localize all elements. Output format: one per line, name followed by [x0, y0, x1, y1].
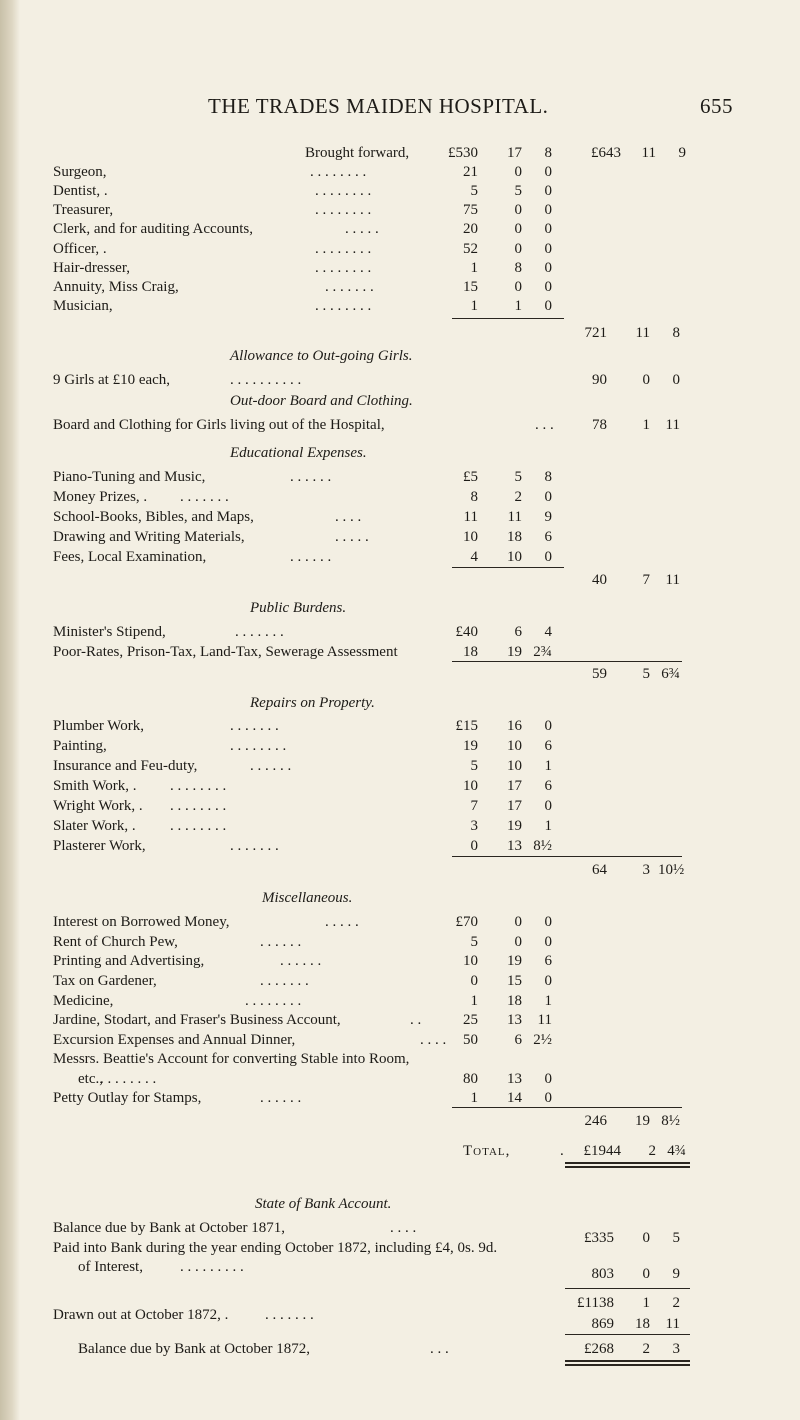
repairs-row-0-leader-dots: . . . . . . .	[230, 718, 279, 734]
educational-row-1-amount-pounds: 8	[470, 489, 478, 505]
bank-heading: State of Bank Account.	[255, 1196, 392, 1212]
repairs-row-3-amount-shillings: 17	[507, 778, 522, 794]
repairs-row-3-amount-pence: 6	[544, 778, 552, 794]
public-row-0-amount-pence: 4	[544, 624, 552, 640]
repairs-row-1-amount-pounds: 19	[463, 738, 478, 754]
outdoor-row-amount-shillings: 1	[642, 417, 650, 433]
salary-row-3-leader-dots: . . . . .	[345, 221, 379, 237]
brought-forward-col1-pence: 8	[544, 145, 552, 161]
bank-paid-in-amount-row	[0, 1264, 800, 1284]
educational-row-3-leader-dots: . . . . .	[335, 529, 369, 545]
salaries-total-row-amount-pence: 8	[672, 325, 680, 341]
salary-row-4-amount-shillings: 0	[514, 241, 522, 257]
salary-row-6-leader-dots: . . . . . . .	[325, 279, 374, 295]
educational-row-0-amount-pence: 8	[544, 469, 552, 485]
educational-row-4-amount-pence: 0	[544, 549, 552, 565]
repairs-row-6-label: Plasterer Work,	[53, 838, 146, 854]
outdoor-row-leader-dots: . . .	[535, 417, 554, 433]
misc-row-9-leader-dots: . . . . . .	[260, 1090, 302, 1106]
allowance-row-leader-dots: . . . . . . . . . .	[230, 372, 302, 388]
brought-forward-col2-pence: 9	[678, 145, 686, 161]
salary-row-5	[0, 258, 800, 278]
page-number: 655	[700, 94, 733, 118]
educational-total-row-amount-pounds: 40	[592, 572, 607, 588]
misc-row-7-label: Messrs. Beattie's Account for converting Stable into Room,	[53, 1051, 410, 1067]
misc-row-0-label: Interest on Borrowed Money,	[53, 914, 230, 930]
public-total-row-amount-pounds: 59	[592, 666, 607, 682]
salary-row-5-amount-shillings: 8	[514, 260, 522, 276]
salary-row-1	[0, 181, 800, 201]
educational-total-row	[0, 570, 800, 590]
misc-row-4-label: Medicine,	[53, 993, 114, 1009]
salary-row-7-label: Musician,	[53, 298, 113, 314]
repairs-row-4-amount-pence: 0	[544, 798, 552, 814]
outdoor-row	[0, 415, 800, 435]
bank-paid-in-row-2-leader-dots: . . . . . . . . .	[180, 1259, 244, 1275]
grand-total-rule-2	[565, 1166, 690, 1168]
misc-row-8-label: etc.,	[78, 1071, 103, 1087]
repairs-row-3-leader-dots: . . . . . . . .	[170, 778, 227, 794]
misc-row-9-label: Petty Outlay for Stamps,	[53, 1090, 202, 1106]
bank-subtotal-row-amount-shillings: 1	[642, 1295, 650, 1311]
misc-row-6	[0, 1030, 800, 1050]
salary-row-2-amount-pounds: 75	[463, 202, 478, 218]
repairs-row-6-amount-pounds: 0	[470, 838, 478, 854]
salary-row-1-label: Dentist, .	[53, 183, 108, 199]
educational-row-2-label: School-Books, Bibles, and Maps,	[53, 509, 254, 525]
salary-row-2-amount-shillings: 0	[514, 202, 522, 218]
bank-drawn-amount-row	[0, 1314, 800, 1334]
educational-heading: Educational Expenses.	[230, 445, 367, 461]
repairs-row-2	[0, 756, 800, 776]
bank-drawn-amount-row-amount-pounds: 869	[591, 1316, 614, 1332]
brought-forward-col2-row	[0, 143, 800, 163]
educational-row-3-amount-pounds: 10	[463, 529, 478, 545]
misc-row-9	[0, 1088, 800, 1108]
misc-row-9-amount-shillings: 14	[507, 1090, 522, 1106]
misc-row-4-amount-pounds: 1	[470, 993, 478, 1009]
repairs-row-5	[0, 816, 800, 836]
misc-row-2-amount-pence: 6	[544, 953, 552, 969]
bank-drawn-rule	[565, 1334, 690, 1335]
bank-drawn-row-leader-dots: . . . . . . .	[265, 1307, 314, 1323]
misc-row-9-amount-pence: 0	[544, 1090, 552, 1106]
misc-row-3-amount-pence: 0	[544, 973, 552, 989]
repairs-row-1-leader-dots: . . . . . . . .	[230, 738, 287, 754]
salary-row-4-amount-pence: 0	[544, 241, 552, 257]
salary-row-5-amount-pence: 0	[544, 260, 552, 276]
salary-row-0-amount-pounds: 21	[463, 164, 478, 180]
repairs-heading: Repairs on Property.	[250, 695, 375, 711]
bank-balance-1871-row-leader-dots: . . . .	[390, 1220, 417, 1236]
public-total-row-amount-pence: 6¾	[661, 666, 680, 682]
public-row-0	[0, 622, 800, 642]
educational-row-3-amount-pence: 6	[544, 529, 552, 545]
misc-row-2-amount-shillings: 19	[507, 953, 522, 969]
repairs-row-1-amount-pence: 6	[544, 738, 552, 754]
misc-row-6-amount-pounds: 50	[463, 1032, 478, 1048]
educational-row-2	[0, 507, 800, 527]
misc-row-0-amount-pence: 0	[544, 914, 552, 930]
salary-row-2-amount-pence: 0	[544, 202, 552, 218]
repairs-row-2-leader-dots: . . . . . .	[250, 758, 292, 774]
misc-row-1-leader-dots: . . . . . .	[260, 934, 302, 950]
outdoor-row-amount-pence: 11	[665, 417, 680, 433]
educational-row-2-leader-dots: . . . .	[335, 509, 362, 525]
salary-row-4	[0, 239, 800, 259]
misc-row-6-label: Excursion Expenses and Annual Dinner,	[53, 1032, 296, 1048]
repairs-row-3	[0, 776, 800, 796]
bank-balance-1872-row	[0, 1339, 800, 1359]
salary-row-1-amount-shillings: 5	[514, 183, 522, 199]
salaries-total-row	[0, 323, 800, 343]
public-row-1-amount-pounds: 18	[463, 644, 478, 660]
educational-row-3-amount-shillings: 18	[507, 529, 522, 545]
misc-row-2-leader-dots: . . . . . .	[280, 953, 322, 969]
educational-row-3-label: Drawing and Writing Materials,	[53, 529, 245, 545]
educational-row-0-amount-pounds: £5	[463, 469, 478, 485]
salary-row-6	[0, 277, 800, 297]
repairs-row-6	[0, 836, 800, 856]
educational-row-2-amount-shillings: 11	[507, 509, 522, 525]
repairs-row-4-leader-dots: . . . . . . . .	[170, 798, 227, 814]
repairs-row-0	[0, 716, 800, 736]
public-row-1-amount-pence: 2¾	[533, 644, 552, 660]
outdoor-heading: Out-door Board and Clothing.	[230, 393, 413, 409]
salary-row-2-leader-dots: . . . . . . . .	[315, 202, 372, 218]
misc-row-0-amount-shillings: 0	[514, 914, 522, 930]
misc-row-2-label: Printing and Advertising,	[53, 953, 205, 969]
educational-row-4-leader-dots: . . . . . .	[290, 549, 332, 565]
misc-row-3	[0, 971, 800, 991]
repairs-row-4-label: Wright Work, .	[53, 798, 143, 814]
misc-row-2-amount-pounds: 10	[463, 953, 478, 969]
salary-row-6-amount-pence: 0	[544, 279, 552, 295]
bank-balance-1871-amount-row-amount-pounds: £335	[584, 1230, 614, 1246]
bank-balance-1871-row-label: Balance due by Bank at October 1871,	[53, 1220, 286, 1236]
educational-row-0-leader-dots: . . . . . .	[290, 469, 332, 485]
repairs-row-2-label: Insurance and Feu-duty,	[53, 758, 198, 774]
salary-row-3-amount-shillings: 0	[514, 221, 522, 237]
salaries-rule	[452, 318, 564, 319]
public-row-0-amount-shillings: 6	[514, 624, 522, 640]
bank-paid-in-row-2-label: of Interest,	[78, 1259, 143, 1275]
educational-row-1-amount-pence: 0	[544, 489, 552, 505]
repairs-row-6-leader-dots: . . . . . . .	[230, 838, 279, 854]
bank-balance-1872-row-amount-pounds: £268	[584, 1341, 614, 1357]
salary-row-4-leader-dots: . . . . . . . .	[315, 241, 372, 257]
allowance-heading: Allowance to Out-going Girls.	[230, 348, 413, 364]
repairs-total-row	[0, 860, 800, 880]
bank-drawn-row-label: Drawn out at October 1872, .	[53, 1307, 229, 1323]
repairs-total-row-amount-shillings: 3	[642, 862, 650, 878]
bank-balance-1871-amount-row-amount-shillings: 0	[642, 1230, 650, 1246]
misc-row-1-label: Rent of Church Pew,	[53, 934, 178, 950]
public-row-1-amount-shillings: 19	[507, 644, 522, 660]
salary-row-0-amount-shillings: 0	[514, 164, 522, 180]
salaries-total-row-amount-pounds: 721	[584, 325, 607, 341]
salary-row-4-label: Officer, .	[53, 241, 107, 257]
salary-row-3-amount-pounds: 20	[463, 221, 478, 237]
educational-row-1-amount-shillings: 2	[514, 489, 522, 505]
misc-row-3-leader-dots: . . . . . . .	[260, 973, 309, 989]
salary-row-3-label: Clerk, and for auditing Accounts,	[53, 221, 253, 237]
allowance-row-amount-pounds: 90	[592, 372, 607, 388]
repairs-row-2-amount-pence: 1	[544, 758, 552, 774]
bank-balance-1872-row-leader-dots: . . .	[430, 1341, 449, 1357]
repairs-row-3-label: Smith Work, .	[53, 778, 137, 794]
educational-row-0	[0, 467, 800, 487]
repairs-row-0-label: Plumber Work,	[53, 718, 145, 734]
salaries-total-row-amount-shillings: 11	[635, 325, 650, 341]
repairs-row-5-amount-pounds: 3	[470, 818, 478, 834]
salary-row-6-label: Annuity, Miss Craig,	[53, 279, 179, 295]
educational-row-4-amount-shillings: 10	[507, 549, 522, 565]
outdoor-row-amount-pounds: 78	[592, 417, 607, 433]
salary-row-6-amount-pounds: 15	[463, 279, 478, 295]
bank-drawn-amount-row-amount-pence: 11	[665, 1316, 680, 1332]
misc-row-4-amount-shillings: 18	[507, 993, 522, 1009]
educational-row-4	[0, 547, 800, 567]
misc-row-7	[0, 1049, 800, 1069]
bank-balance-1871-amount-row-amount-pence: 5	[672, 1230, 680, 1246]
repairs-row-0-amount-pence: 0	[544, 718, 552, 734]
repairs-row-5-amount-pence: 1	[544, 818, 552, 834]
salary-row-3	[0, 219, 800, 239]
misc-row-4-amount-pence: 1	[544, 993, 552, 1009]
misc-row-4-leader-dots: . . . . . . . .	[245, 993, 302, 1009]
educational-rule	[452, 567, 564, 568]
public-row-1-label: Poor-Rates, Prison-Tax, Land-Tax, Sewerage Assessment	[53, 644, 398, 660]
misc-total-row-amount-pounds: 246	[584, 1113, 607, 1129]
allowance-row-amount-pence: 0	[672, 372, 680, 388]
salary-row-5-leader-dots: . . . . . . . .	[315, 260, 372, 276]
salary-row-1-amount-pounds: 5	[470, 183, 478, 199]
salary-row-7-amount-pounds: 1	[470, 298, 478, 314]
misc-row-1	[0, 932, 800, 952]
repairs-row-6-amount-shillings: 13	[507, 838, 522, 854]
misc-row-3-label: Tax on Gardener,	[53, 973, 157, 989]
bank-balance-1872-row-amount-pence: 3	[672, 1341, 680, 1357]
allowance-row-amount-shillings: 0	[642, 372, 650, 388]
repairs-row-1	[0, 736, 800, 756]
salary-row-1-amount-pence: 0	[544, 183, 552, 199]
misc-row-5	[0, 1010, 800, 1030]
salary-row-5-amount-pounds: 1	[470, 260, 478, 276]
bank-balance-1872-row-amount-shillings: 2	[642, 1341, 650, 1357]
brought-forward-col2-shillings: 11	[641, 145, 656, 161]
bank-paid-in-amount-row-amount-shillings: 0	[642, 1266, 650, 1282]
misc-row-6-leader-dots: . . . .	[420, 1032, 447, 1048]
educational-total-row-amount-shillings: 7	[642, 572, 650, 588]
bank-paid-in-amount-row-amount-pounds: 803	[591, 1266, 614, 1282]
misc-row-3-amount-shillings: 15	[507, 973, 522, 989]
grand-total-dots: .	[560, 1143, 564, 1159]
repairs-total-row-amount-pounds: 64	[592, 862, 607, 878]
misc-row-5-label: Jardine, Stodart, and Fraser's Business Account,	[53, 1012, 341, 1028]
misc-row-5-amount-pence: 11	[537, 1012, 552, 1028]
repairs-row-2-amount-shillings: 10	[507, 758, 522, 774]
repairs-row-3-amount-pounds: 10	[463, 778, 478, 794]
salary-row-0-label: Surgeon,	[53, 164, 107, 180]
page-title: THE TRADES MAIDEN HOSPITAL.	[208, 94, 549, 118]
allowance-row	[0, 370, 800, 390]
public-total-row-amount-shillings: 5	[642, 666, 650, 682]
misc-row-6-amount-shillings: 6	[514, 1032, 522, 1048]
salary-row-6-amount-shillings: 0	[514, 279, 522, 295]
salary-row-2-label: Treasurer,	[53, 202, 114, 218]
grand-total-pounds: £1944	[583, 1143, 621, 1159]
repairs-row-4-amount-shillings: 17	[507, 798, 522, 814]
misc-row-8	[0, 1069, 800, 1089]
repairs-row-6-amount-pence: 8½	[533, 838, 552, 854]
brought-forward-col1-pounds: £530	[448, 145, 478, 161]
public-row-1	[0, 642, 800, 662]
misc-row-0-leader-dots: . . . . .	[325, 914, 359, 930]
misc-total-row	[0, 1111, 800, 1131]
bank-drawn-amount-row-amount-shillings: 18	[635, 1316, 650, 1332]
bank-paid-in-row-label: Paid into Bank during the year ending October 1872, including £4, 0s. 9d.	[53, 1240, 498, 1256]
salary-row-2	[0, 200, 800, 220]
salary-row-5-label: Hair-dresser,	[53, 260, 130, 276]
public-row-0-label: Minister's Stipend,	[53, 624, 166, 640]
misc-row-1-amount-pence: 0	[544, 934, 552, 950]
salary-row-7-leader-dots: . . . . . . . .	[315, 298, 372, 314]
misc-row-8-amount-pounds: 80	[463, 1071, 478, 1087]
misc-row-8-leader-dots: . . . . . . . .	[100, 1071, 157, 1087]
public-row-0-leader-dots: . . . . . . .	[235, 624, 284, 640]
misc-row-1-amount-shillings: 0	[514, 934, 522, 950]
bank-subtotal-row-amount-pence: 2	[672, 1295, 680, 1311]
grand-total-label: Total,	[463, 1143, 511, 1159]
salary-row-7-amount-pence: 0	[544, 298, 552, 314]
bank-subtotal-row-amount-pounds: £1138	[577, 1295, 614, 1311]
misc-row-2	[0, 951, 800, 971]
misc-row-1-amount-pounds: 5	[470, 934, 478, 950]
allowance-row-label: 9 Girls at £10 each,	[53, 372, 171, 388]
educational-row-2-amount-pounds: 11	[463, 509, 478, 525]
outdoor-row-label: Board and Clothing for Girls living out of the Hospital,	[53, 417, 385, 433]
misc-rule	[452, 1107, 682, 1108]
repairs-row-1-label: Painting,	[53, 738, 107, 754]
misc-row-6-amount-pence: 2½	[533, 1032, 552, 1048]
grand-total-rule-1	[565, 1162, 690, 1164]
repairs-row-1-amount-shillings: 10	[507, 738, 522, 754]
bank-paid-in-amount-row-amount-pence: 9	[672, 1266, 680, 1282]
public-rule	[452, 661, 682, 662]
brought-forward-col1-shillings: 17	[507, 145, 522, 161]
misc-row-0-amount-pounds: £70	[455, 914, 478, 930]
repairs-total-row-amount-pence: 10½	[658, 862, 685, 878]
bank-balance-1872-row-label: Balance due by Bank at October 1872,	[78, 1341, 311, 1357]
bank-final-rule-1	[565, 1360, 690, 1362]
salary-row-4-amount-pounds: 52	[463, 241, 478, 257]
misc-row-0	[0, 912, 800, 932]
bank-final-rule-2	[565, 1364, 690, 1366]
public-row-0-amount-pounds: £40	[455, 624, 478, 640]
repairs-rule	[452, 856, 682, 857]
educational-row-4-amount-pounds: 4	[470, 549, 478, 565]
salary-row-7	[0, 296, 800, 316]
brought-forward-col2-pounds: £643	[591, 145, 621, 161]
repairs-row-5-label: Slater Work, .	[53, 818, 136, 834]
public-heading: Public Burdens.	[250, 600, 347, 616]
salary-row-0-amount-pence: 0	[544, 164, 552, 180]
educational-row-1-label: Money Prizes, .	[53, 489, 148, 505]
repairs-row-0-amount-shillings: 16	[507, 718, 522, 734]
salary-row-0	[0, 162, 800, 182]
educational-row-2-amount-pence: 9	[544, 509, 552, 525]
salary-row-1-leader-dots: . . . . . . . .	[315, 183, 372, 199]
educational-row-3	[0, 527, 800, 547]
educational-row-0-label: Piano-Tuning and Music,	[53, 469, 206, 485]
misc-row-5-amount-pounds: 25	[463, 1012, 478, 1028]
misc-row-9-amount-pounds: 1	[470, 1090, 478, 1106]
repairs-row-4-amount-pounds: 7	[470, 798, 478, 814]
repairs-row-5-leader-dots: . . . . . . . .	[170, 818, 227, 834]
educational-row-0-amount-shillings: 5	[514, 469, 522, 485]
grand-total-shillings: 2	[648, 1143, 656, 1159]
repairs-row-2-amount-pounds: 5	[470, 758, 478, 774]
grand-total-row	[0, 1141, 800, 1161]
salary-row-0-leader-dots: . . . . . . . .	[310, 164, 367, 180]
grand-total-pence: 4¾	[667, 1143, 686, 1159]
misc-total-row-amount-shillings: 19	[635, 1113, 650, 1129]
bank-subtotal-rule	[565, 1288, 690, 1289]
repairs-row-5-amount-shillings: 19	[507, 818, 522, 834]
misc-row-5-amount-shillings: 13	[507, 1012, 522, 1028]
misc-row-4	[0, 991, 800, 1011]
educational-row-1-leader-dots: . . . . . . .	[180, 489, 229, 505]
misc-row-8-amount-pence: 0	[544, 1071, 552, 1087]
misc-heading: Miscellaneous.	[262, 890, 353, 906]
misc-row-3-amount-pounds: 0	[470, 973, 478, 989]
brought-forward-label: Brought forward,	[305, 145, 410, 161]
educational-row-1	[0, 487, 800, 507]
misc-total-row-amount-pence: 8½	[661, 1113, 680, 1129]
repairs-row-0-amount-pounds: £15	[455, 718, 478, 734]
misc-row-5-leader-dots: . .	[410, 1012, 422, 1028]
public-total-row	[0, 664, 800, 684]
salary-row-3-amount-pence: 0	[544, 221, 552, 237]
educational-row-4-label: Fees, Local Examination,	[53, 549, 207, 565]
repairs-row-4	[0, 796, 800, 816]
bank-paid-in-row	[0, 1238, 800, 1258]
misc-row-8-amount-shillings: 13	[507, 1071, 522, 1087]
educational-total-row-amount-pence: 11	[665, 572, 680, 588]
salary-row-7-amount-shillings: 1	[514, 298, 522, 314]
